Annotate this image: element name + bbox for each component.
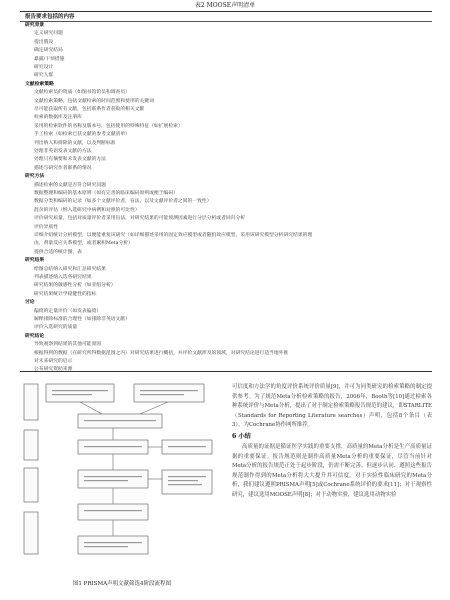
table-row: 确定研究结局 xyxy=(34,48,63,54)
table-section-heading: 文献检索策略 xyxy=(25,80,54,87)
flow-text-scribble xyxy=(168,446,206,447)
table-row: 文献检索员的资质（如图书馆馆员和调查员） xyxy=(34,90,130,96)
flow-text-scribble xyxy=(168,480,198,481)
flow-text-scribble xyxy=(84,546,128,547)
table-row: 解释排除标准的合理性（如排除非英语文献） xyxy=(34,317,130,322)
table-header: 报告要求包括的内容 xyxy=(25,14,75,20)
flow-text-scribble xyxy=(84,420,156,421)
table-row: 研究结果统计学稳健性的指标 xyxy=(34,291,97,297)
table-row: 混杂的评估（纳入选研究中病例和对照的可比性） xyxy=(34,207,140,213)
table-row: 暴露/干预措施 xyxy=(34,56,65,62)
flow-text-scribble xyxy=(52,394,92,395)
table-section-heading: 研究方法 xyxy=(25,173,45,180)
table-row: 根据得到的数据（在研究所得数据范围之内）对研究结果进行概括，并评价文献涉及的领域，对研究结论进行适当地外推 xyxy=(34,350,289,356)
flow-text-scribble xyxy=(84,446,142,447)
flow-box-fulltext xyxy=(78,470,148,488)
table-row: 由，剂量反应关系模型，或者累积Meta分析） xyxy=(34,241,133,247)
flow-text-scribble xyxy=(84,510,142,511)
table-row: 手工检索（如检索已获文献的参考文献清单） xyxy=(34,132,130,138)
table-row: 检索的数据库及注册库 xyxy=(34,115,82,121)
table-row: 处理只有摘要和未发表文献的方法 xyxy=(34,157,106,163)
table-caption: 表2 MOOSE声明清单 xyxy=(194,2,256,9)
table-row: 尽可能获取所有文献，包括联系作者获取的相关文献 xyxy=(34,107,145,112)
table-section-heading: 研究结果 xyxy=(25,257,45,264)
flow-text-scribble xyxy=(140,390,198,391)
table-row: 数据整理和编码的基本原则（如有完善的临床编码原则或便于编码） xyxy=(34,191,178,196)
table-row: 评价研究质量，包括对质量评价者采用盲法，对研究结果的可能预测因素进行分层分析或者回归分析 xyxy=(34,216,246,222)
table-section-heading: 研究结论 xyxy=(25,332,45,339)
table-row: 绘图总结纳入研究和汇总研究结果 xyxy=(34,266,106,272)
table-row: 列表描述纳入选各研究结果 xyxy=(34,275,92,280)
table-top-rule xyxy=(20,11,432,12)
section-title-summary: 6 小结 xyxy=(232,432,251,440)
flow-arrow-other-to-dup xyxy=(140,402,168,414)
table-row: 描述与研究作者联系的情况 xyxy=(34,165,92,171)
flow-stage-included xyxy=(24,512,38,554)
flow-text-scribble xyxy=(140,394,184,395)
table-row: 描述检索的文献是否符合研究问题 xyxy=(34,182,106,188)
flow-text-scribble xyxy=(84,480,128,481)
flow-box-quantitative xyxy=(78,536,148,554)
table-row: 对未来研究的启示 xyxy=(34,359,73,364)
table-row: 提出假设 xyxy=(34,39,54,45)
table-row: 列出纳入和排除的文献，以及判断标准 xyxy=(34,140,116,146)
table-row: 导致观察到结果的其他可能原因 xyxy=(34,342,102,348)
flow-stage-eligibility xyxy=(24,468,38,502)
table-row: 定义研究问题 xyxy=(34,31,63,37)
flow-box-identification-other xyxy=(134,384,204,402)
flow-box-fulltext-excluded xyxy=(162,470,212,494)
paragraph-standards: 可信度和方法学的角度评价系统评价质量[9]，并可为同类研究的检索策略的制定提供参考。为了规范Meta分析检索策略的报告，2006年，Booth等[10]通过检索各种系统评价与Meta分析，提出了对于制定检索策略报告规范的建议，即STARLITE（Standards for Reporting Literature searches）声明，包括8个条目（表3），为Cochrane协作网所推荐。 xyxy=(232,384,432,429)
table-row: 处理非英语发表文献的方法 xyxy=(34,149,92,154)
flow-text-scribble xyxy=(168,476,206,477)
table-row: 数据分类和编码的记录（如多个文献评价者，盲法，以及文献评价者之间的一致性） xyxy=(34,199,212,205)
table-row: 评价异质性 xyxy=(34,224,58,230)
table-row: 评价入选研究的质量 xyxy=(34,325,78,331)
flow-text-scribble xyxy=(168,484,202,485)
table-section-heading: 研究背景 xyxy=(25,22,45,28)
table-row: 采用的检索软件的名称及版本号，包括使用的特殊特征（如扩展检索） xyxy=(34,123,183,129)
table-row: 研究设计 xyxy=(34,65,54,70)
table-row: 研究结果的敏感性分析（如亚组分析） xyxy=(34,283,116,289)
table-row: 偏倚的定量评价（如发表偏倚） xyxy=(34,308,102,314)
flow-text-scribble xyxy=(84,476,142,477)
figure-caption: 图1 PRISMA声明文献筛选4阶段流程图 xyxy=(72,581,172,587)
flow-diagram-svg xyxy=(22,380,222,578)
table-row: 公布研究资助来源 xyxy=(34,367,73,373)
flow-stage-identification xyxy=(24,384,38,420)
flow-box-identification-db xyxy=(46,384,114,402)
flow-stage-screening xyxy=(24,430,38,460)
table-row: 文献检索策略，包括文献检索的时间范围和使用的关键词 xyxy=(34,98,154,104)
paragraph-summary: 高质量的证据是循证医学实践的重要支撑，高质量的Meta分析是生产高质量证据的重要保证。报告规范则是制作高质量Meta分析的重要保证，尽管当前针对Meta分析的报告规范正处于起步阶段，仍需不断完善、但逐步认同、遵照这些报告规范制作得到的Meta分析将大大提升其可信度。对于实验性临床研究的Meta分析，我们建议遵照PRISMA声明[5]或Cochrane系统评价的要求[11]；对于观察性研究，建议选用MOOSE声明[8]；对于动物实验，建议选用动物实验 xyxy=(232,443,432,498)
table-bottom-rule xyxy=(20,371,432,372)
flow-box-qualitative xyxy=(78,504,148,520)
prisma-flow-diagram xyxy=(22,380,222,586)
table-row: 提供合适的统计图、表 xyxy=(34,249,82,255)
flow-text-scribble xyxy=(52,390,108,391)
body-text-column xyxy=(232,383,432,501)
table-row: 研究人群 xyxy=(34,73,54,79)
flow-text-scribble xyxy=(84,542,142,543)
flow-arrow-db-to-dup xyxy=(80,402,102,414)
table-section-heading: 讨论 xyxy=(25,299,35,306)
table-row: 详细介绍统计分析模型，以便能重复该研究（如详细描述采用的固定效应模型或者随机效应模型，采用该研究模型分析研究结果的理 xyxy=(34,233,313,238)
